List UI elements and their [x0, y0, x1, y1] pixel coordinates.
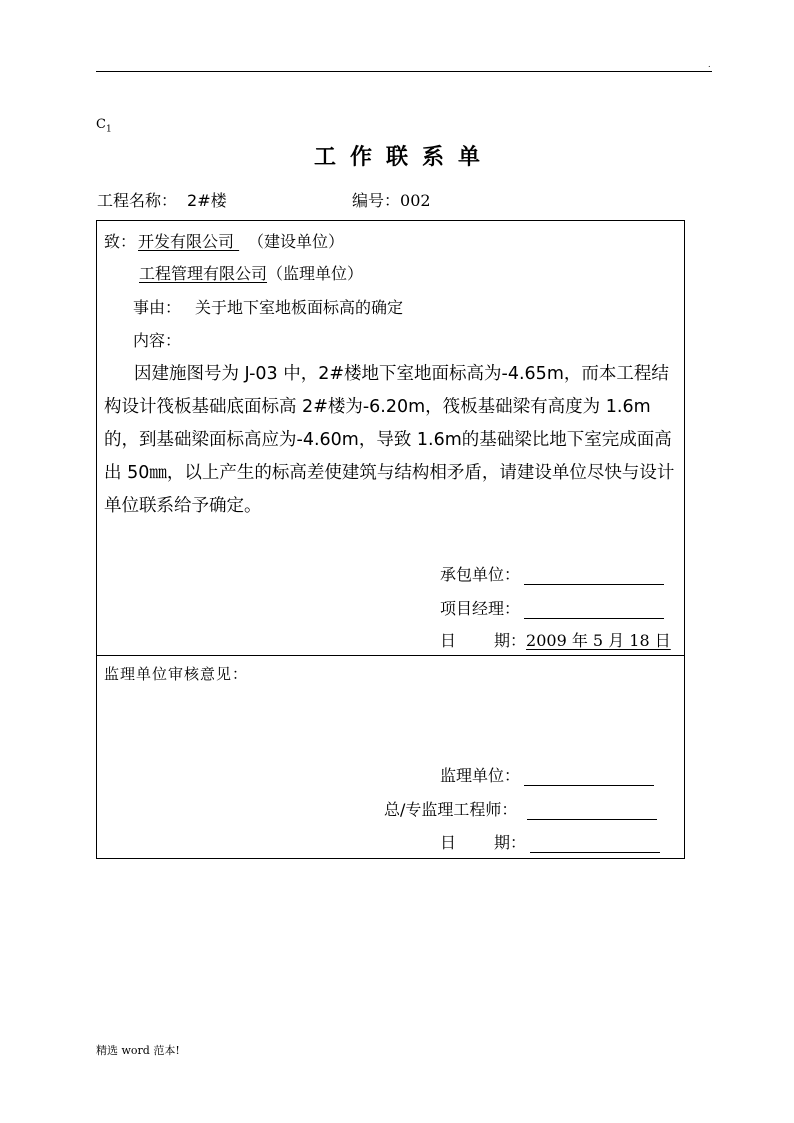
supervision-date-label-b: 期： — [494, 833, 527, 852]
subject-value: 关于地下室地板面标高的确定 — [195, 298, 404, 317]
supervising-engineer-label: 总/专监理工程师： — [384, 800, 518, 819]
to-role: （建设单位） — [248, 232, 345, 251]
supervision-date-label-a: 日 — [440, 833, 457, 852]
supervision-section — [96, 655, 685, 859]
project-name — [97, 188, 227, 211]
to-label: 致： — [104, 232, 137, 251]
contractor-date-label-a: 日 — [440, 631, 457, 650]
contractor-date-label-b: 期： — [494, 631, 527, 650]
to-company: 开发有限公司 — [138, 232, 235, 251]
content-label: 内容： — [133, 331, 182, 350]
recipient-line — [104, 229, 344, 252]
supervision-opinion-label: 监理单位审核意见： — [104, 665, 249, 683]
supervision-unit-label: 监理单位： — [440, 766, 521, 785]
supervising-engineer-field — [384, 797, 657, 820]
cc-role: （监理单位） — [267, 264, 364, 283]
contractor-unit-field — [440, 562, 664, 585]
document-title: 工作联系单 — [313, 144, 494, 170]
supervising-engineer-blank — [527, 803, 657, 820]
contractor-date-value: 2009 年 5 月 18 日 — [526, 631, 671, 650]
header-rule — [96, 71, 712, 72]
cc-company: 工程管理有限公司 — [139, 264, 268, 283]
supervision-unit-field — [440, 763, 654, 786]
supervision-unit-blank — [524, 769, 654, 786]
number-value: 002 — [400, 191, 431, 210]
number-label: 编号： — [352, 191, 401, 210]
contractor-unit-blank — [524, 568, 664, 585]
supervision-date-blank — [530, 836, 660, 853]
form-code — [96, 117, 112, 135]
project-manager-field — [440, 596, 664, 619]
supervision-date-field — [440, 830, 660, 853]
contractor-unit-label: 承包单位： — [440, 565, 521, 584]
cc-line — [139, 261, 363, 284]
project-manager-blank — [524, 602, 664, 619]
to-company-underline-gap — [234, 232, 242, 251]
footer-text: 精选 word 范本! — [96, 1044, 180, 1057]
subject-line — [133, 295, 403, 318]
project-value: 2#楼 — [187, 191, 227, 210]
subject-label: 事由： — [133, 298, 182, 317]
content-body: 因建施图号为 J-03 中，2#楼地下室地面标高为-4.65m，而本工程结构设计筏板基础底面标高 2#楼为-6.20m，筏板基础梁有高度为 1.6m的，到基础梁面标高应为-4.60m，导致 1.6m的基础梁比地下室完成面高出 50㎜，以上产生的标高差使建筑与结构相矛盾，请建设单位尽快与设计单位联系给予确定。 — [104, 364, 675, 516]
project-manager-label: 项目经理： — [440, 599, 521, 618]
header-dot: . — [708, 60, 711, 69]
document-number — [352, 188, 431, 211]
form-code-main: C — [96, 117, 106, 132]
contractor-date-field — [440, 628, 671, 651]
form-code-sub: 1 — [105, 124, 112, 135]
project-label: 工程名称： — [97, 191, 178, 210]
